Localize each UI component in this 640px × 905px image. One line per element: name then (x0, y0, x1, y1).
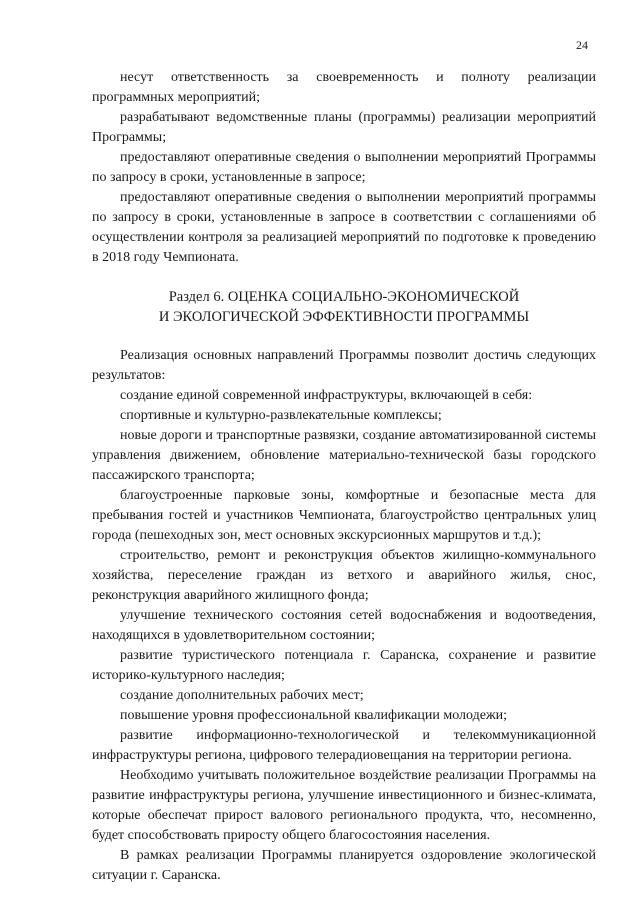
list-item: новые дороги и транспортные развязки, создание автоматизированной системы управления движением, обновление материально-технической базы городского пассажирского транспорта; (92, 428, 596, 483)
list-item: спортивные и культурно-развлекательные комплексы; (120, 408, 442, 423)
list-item: создание дополнительных рабочих мест; (120, 688, 364, 703)
paragraph: разрабатывают ведомственные планы (программы) реализации мероприятий Программы; (92, 110, 596, 145)
page-number: 24 (576, 38, 588, 52)
list-item: строительство, ремонт и реконструкция объектов жилищно-коммунального хозяйства, переселение граждан из ветхого и аварийного жилья, снос, реконструкция аварийного жилищного фонда; (92, 548, 596, 603)
section-heading (92, 287, 596, 327)
paragraph: Реализация основных направлений Программы позволит достичь следующих результатов: (92, 348, 596, 383)
list-item: создание единой современной инфраструктуры, включающей в себя: (120, 388, 533, 403)
list-item: развитие туристического потенциала г. Саранска, сохранение и развитие историко-культурного наследия; (92, 648, 596, 683)
paragraph: В рамках реализации Программы планируется оздоровление экологической ситуации г. Саранска. (92, 848, 596, 883)
document-body (92, 68, 596, 886)
list-item: развитие информационно-технологической и телекоммуникационной инфраструктуры региона, цифрового телерадиовещания на территории региона. (92, 728, 596, 763)
section-heading-line-2: И ЭКОЛОГИЧЕСКОЙ ЭФФЕКТИВНОСТИ ПРОГРАММЫ (158, 309, 530, 325)
list-item: улучшение технического состояния сетей водоснабжения и водоотведения, находящихся в удовлетворительном состоянии; (92, 608, 596, 643)
paragraph: предоставляют оперативные сведения о выполнении мероприятий программы по запросу в сроки, установленные в запросе в соответствии с соглашениями об осуществлении контроля за реализацией мероприятий по подготовке к проведению в 2018 году Чемпионата. (92, 190, 596, 265)
list-item: благоустроенные парковые зоны, комфортные и безопасные места для пребывания гостей и участников Чемпионата, благоустройство центральных улиц города (пешеходных зон, мест основных экскурсионных маршрутов и т.д.); (92, 488, 596, 543)
list-item: повышение уровня профессиональной квалификации молодежи; (120, 708, 508, 723)
section-heading-line-1: Раздел 6. ОЦЕНКА СОЦИАЛЬНО-ЭКОНОМИЧЕСКОЙ (168, 289, 520, 305)
paragraph: Необходимо учитывать положительное воздействие реализации Программы на развитие инфраструктуры региона, улучшение инвестиционного и бизнес-климата, которые обеспечат прирост валового регионального продукта, что, несомненно, будет способствовать приросту общего благосостояния населения. (92, 768, 596, 843)
paragraph: предоставляют оперативные сведения о выполнении мероприятий Программы по запросу в сроки, установленные в запросе; (92, 150, 596, 185)
paragraph: несут ответственность за своевременность и полноту реализации программных мероприятий; (92, 70, 596, 105)
